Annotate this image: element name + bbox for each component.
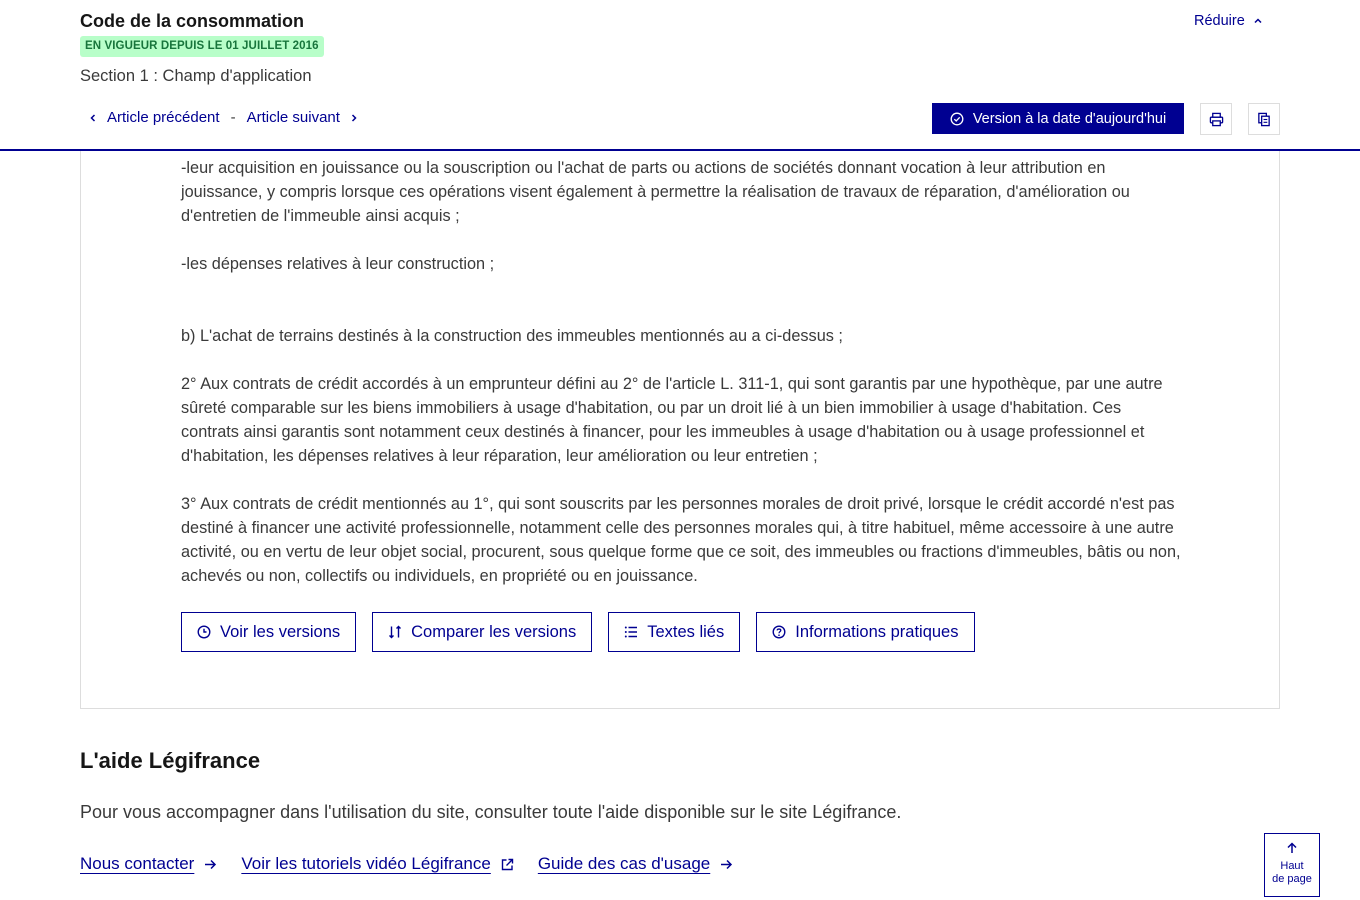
video-tutorials-link[interactable] <box>241 854 513 874</box>
current-version-label: Version à la date d'aujourd'hui <box>972 110 1167 127</box>
article-navigation <box>88 109 359 126</box>
copy-button[interactable] <box>1248 103 1280 135</box>
help-links <box>80 854 733 874</box>
article-actions <box>181 612 975 652</box>
reduce-button[interactable] <box>1194 13 1263 29</box>
related-texts-button[interactable] <box>608 612 740 652</box>
back-to-top-line2: de page <box>1272 873 1312 885</box>
practical-info-label: Informations pratiques <box>795 622 959 641</box>
current-version-button[interactable] <box>932 103 1184 134</box>
use-cases-guide-link[interactable] <box>538 854 733 874</box>
article-paragraph: b) L'achat de terrains destinés à la construction des immeubles mentionnés au a ci-dessus ; <box>181 327 843 345</box>
chevron-left-icon <box>88 113 98 123</box>
help-section-title: L'aide Légifrance <box>80 748 261 773</box>
contact-link[interactable] <box>80 854 217 874</box>
nav-separator: - <box>230 109 236 126</box>
article-paragraph: -les dépenses relatives à leur construction ; <box>181 255 495 273</box>
article-paragraph: -leur acquisition en jouissance ou la souscription ou l'achat de parts ou actions de sociétés donnant vocation à leur attribution en jouissance, y compris lorsque ces opérations visent également à permettre la réalisation de travaux de réparation, d'amélioration ou d'entretien de l'immeuble ainsi acquis ; <box>181 159 1130 225</box>
article-paragraph: 3° Aux contrats de crédit mentionnés au 1°, qui sont souscrits par les personnes morales de droit privé, lorsque le crédit accordé n'est pas destiné à financer une activité professionnelle, notamment celle des personnes morales qui, à titre habituel, même accessoire à une autre activité, ou en vertu de leur objet social, procurent, sous quelque forme que ce soit, des immeubles ou fractions d'immeubles, bâtis ou non, achevés ou non, collectifs ou individuels, en propriété ou en jouissance. <box>181 495 1181 585</box>
arrow-up-icon <box>1286 842 1298 854</box>
back-to-top-button[interactable] <box>1264 833 1320 897</box>
question-circle-icon <box>772 625 786 639</box>
reduce-label: Réduire <box>1194 13 1245 29</box>
back-to-top-line1: Haut <box>1280 860 1304 872</box>
printer-icon <box>1209 112 1224 127</box>
code-title: Code de la consommation <box>80 11 305 31</box>
print-button[interactable] <box>1200 103 1232 135</box>
chevron-right-icon <box>349 113 359 123</box>
video-tutorials-label: Voir les tutoriels vidéo Légifrance <box>241 854 491 873</box>
status-badge: EN VIGUEUR DEPUIS LE 01 JUILLET 2016 <box>80 36 324 57</box>
chevron-up-icon <box>1253 16 1263 26</box>
view-versions-label: Voir les versions <box>220 622 341 641</box>
practical-info-button[interactable] <box>756 612 974 652</box>
contact-link-label: Nous contacter <box>80 854 195 873</box>
section-title: Section 1 : Champ d'application <box>80 67 312 85</box>
copy-icon <box>1257 112 1271 127</box>
article-content <box>181 156 1181 588</box>
help-section-description: Pour vous accompagner dans l'utilisation du site, consulter toute l'aide disponible sur le site Légifrance. <box>80 802 902 822</box>
compare-icon <box>388 625 402 639</box>
compare-versions-button[interactable] <box>372 612 592 652</box>
arrow-right-icon <box>204 858 217 871</box>
related-texts-label: Textes liés <box>647 622 725 641</box>
list-icon <box>624 625 638 639</box>
article-header <box>0 0 1360 151</box>
article-paragraph: 2° Aux contrats de crédit accordés à un emprunteur défini au 2° de l'article L. 311-1, qui sont garantis par une hypothèque, par une autre sûreté comparable sur les biens immobiliers à usage d'habitation, ou par un droit lié à un bien immobilier à usage d'habitation. Ces contrats ainsi garantis sont notamment ceux destinés à financer, pour les immeubles à usage d'habitation ou à usage professionnel et d'habitation, les dépenses relatives à leur réparation, leur amélioration ou leur entretien ; <box>181 375 1163 465</box>
clock-icon <box>197 625 211 639</box>
compare-versions-label: Comparer les versions <box>411 622 577 641</box>
previous-article-label: Article précédent <box>107 109 220 126</box>
next-article-label: Article suivant <box>246 109 340 126</box>
use-cases-guide-label: Guide des cas d'usage <box>537 854 711 873</box>
arrow-right-icon <box>720 858 733 871</box>
external-link-icon <box>501 858 514 871</box>
view-versions-button[interactable] <box>181 612 356 652</box>
next-article-link[interactable] <box>247 109 359 126</box>
check-circle-icon <box>950 112 964 126</box>
previous-article-link[interactable] <box>88 109 220 126</box>
